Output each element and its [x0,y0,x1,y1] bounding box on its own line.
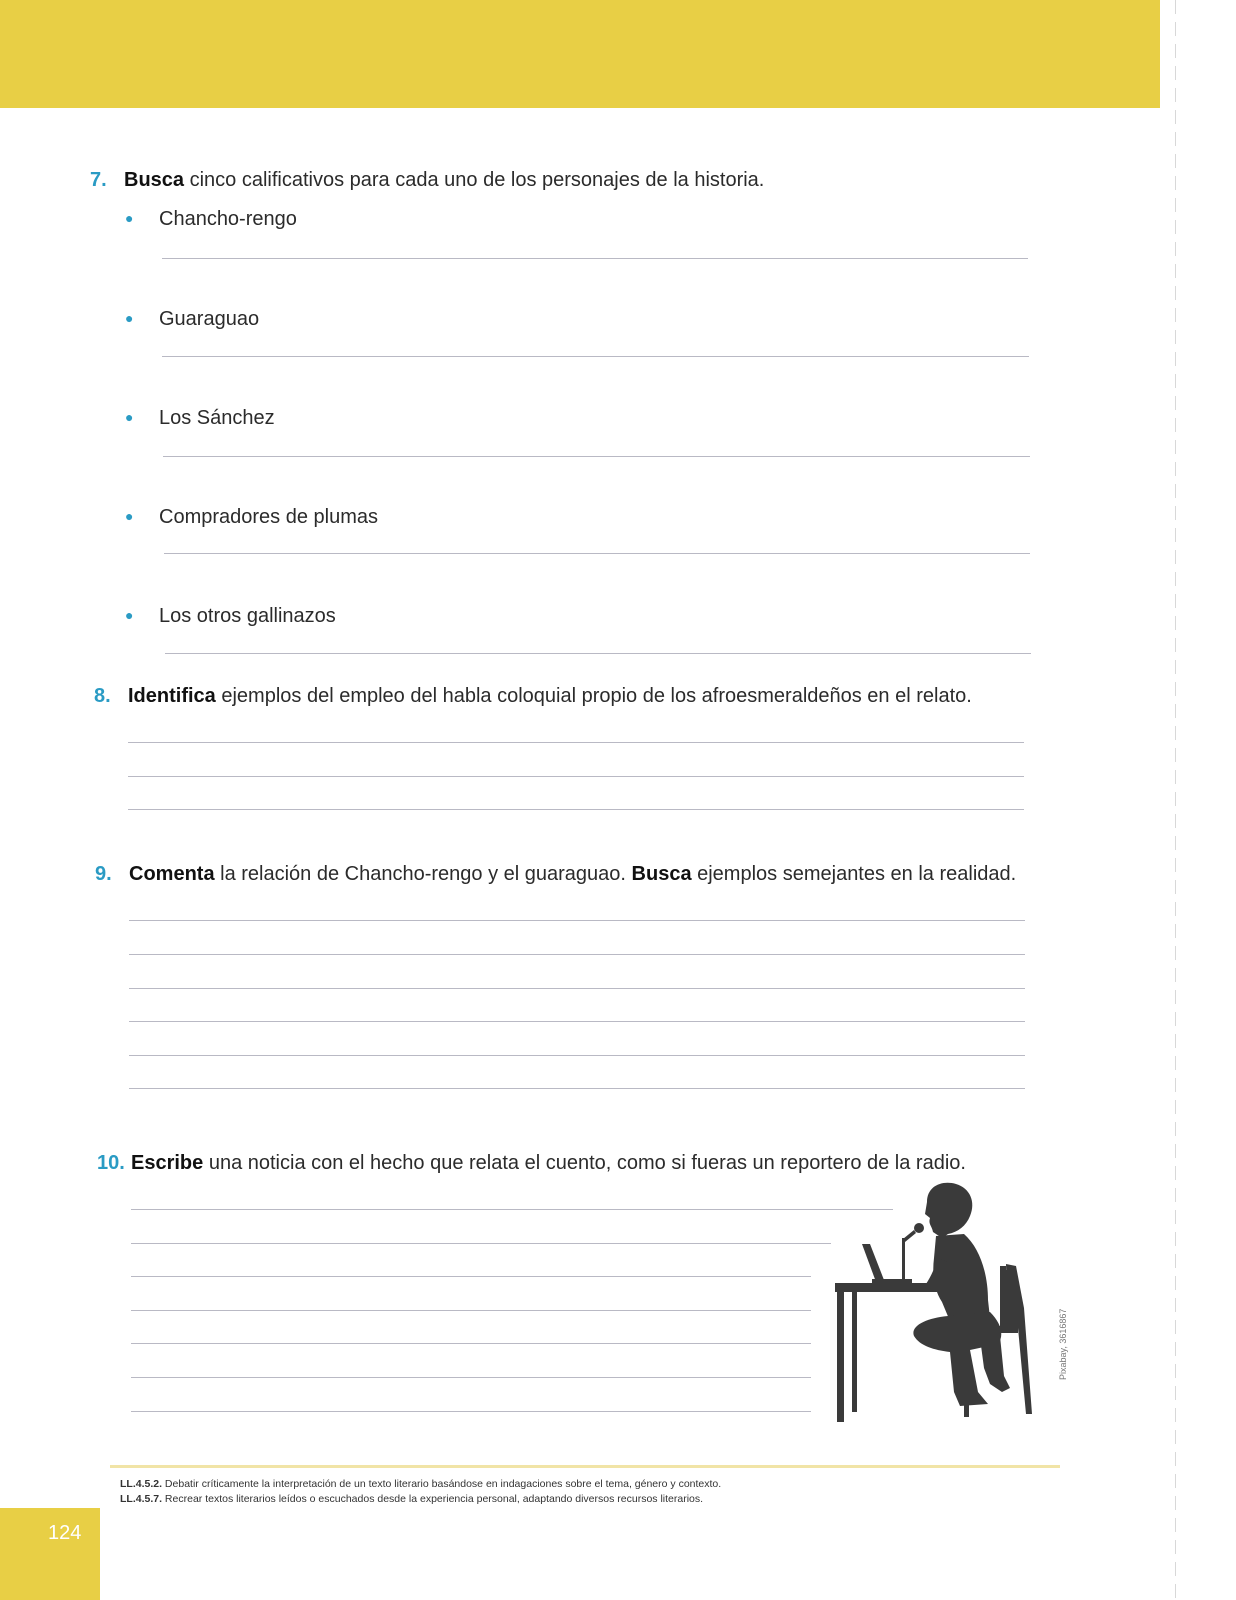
question-text: una noticia con el hecho que relata el cuento, como si fueras un reportero de la radio. [203,1152,966,1174]
answer-line[interactable] [128,742,1024,743]
character-label: Chancho-rengo [159,208,297,230]
bullet-icon: ● [125,409,134,425]
question-8 [94,684,972,708]
bullet-icon: ● [125,310,134,326]
character-item [125,206,297,231]
question-text: cinco calificativos para cada uno de los personajes de la historia. [184,169,765,191]
question-7 [90,168,764,192]
question-text: la relación de Chancho-rengo y el guaraguao. [214,863,632,885]
question-verb: Busca [124,169,185,191]
answer-line[interactable] [129,1088,1025,1089]
answer-line[interactable] [131,1377,811,1378]
footer-divider [110,1465,1060,1468]
answer-line[interactable] [165,653,1031,654]
standard-item [120,1477,721,1491]
standard-code: LL.4.5.7. [120,1493,163,1505]
question-number: 7. [90,169,107,191]
character-item [125,504,378,529]
radio-reporter-illustration [830,1178,1045,1428]
answer-line[interactable] [129,920,1025,921]
standard-code: LL.4.5.2. [120,1478,163,1490]
question-text-2: ejemplos semejantes en la realidad. [691,863,1017,885]
character-label: Guaraguao [159,308,260,330]
answer-line[interactable] [164,553,1030,554]
answer-line[interactable] [128,776,1024,777]
character-item [125,603,336,628]
answer-line[interactable] [128,809,1024,810]
question-9 [95,862,1016,886]
question-verb: Escribe [131,1152,204,1174]
bullet-icon: ● [125,508,134,524]
question-number: 8. [94,685,111,707]
question-number: 9. [95,863,112,885]
question-10 [97,1151,966,1175]
page-number: 124 [48,1522,82,1544]
page-edge-marks [1175,0,1176,1600]
standard-text: Debatir críticamente la interpretación de un texto literario basándose en indagaciones sobre el tema, género y contexto. [162,1478,722,1490]
character-item [125,405,275,430]
answer-line[interactable] [131,1209,893,1210]
answer-line[interactable] [129,954,1025,955]
answer-line[interactable] [131,1310,811,1311]
standard-item [120,1492,703,1506]
question-verb: Comenta [129,863,215,885]
bullet-icon: ● [125,607,134,623]
character-item [125,306,259,331]
question-verb: Identifica [128,685,216,707]
character-label: Los Sánchez [159,407,275,429]
answer-line[interactable] [129,988,1025,989]
answer-line[interactable] [131,1276,811,1277]
character-label: Compradores de plumas [159,506,378,528]
bullet-icon: ● [125,210,134,226]
answer-line[interactable] [129,1021,1025,1022]
character-label: Los otros gallinazos [159,605,336,627]
answer-line[interactable] [131,1343,811,1344]
answer-line[interactable] [131,1411,811,1412]
top-color-band [0,0,1160,108]
answer-line[interactable] [162,356,1029,357]
answer-line[interactable] [163,456,1030,457]
answer-line[interactable] [129,1055,1025,1056]
answer-line[interactable] [131,1243,831,1244]
image-credit: Pixabay, 3616867 [1058,1308,1068,1380]
question-verb-2: Busca [631,863,692,885]
answer-line[interactable] [162,258,1028,259]
question-number: 10. [97,1152,125,1174]
question-text: ejemplos del empleo del habla coloquial propio de los afroesmeraldeños en el relato. [215,685,972,707]
standard-text: Recrear textos literarios leídos o escuchados desde la experiencia personal, adaptando diversos recursos literarios. [162,1493,704,1505]
